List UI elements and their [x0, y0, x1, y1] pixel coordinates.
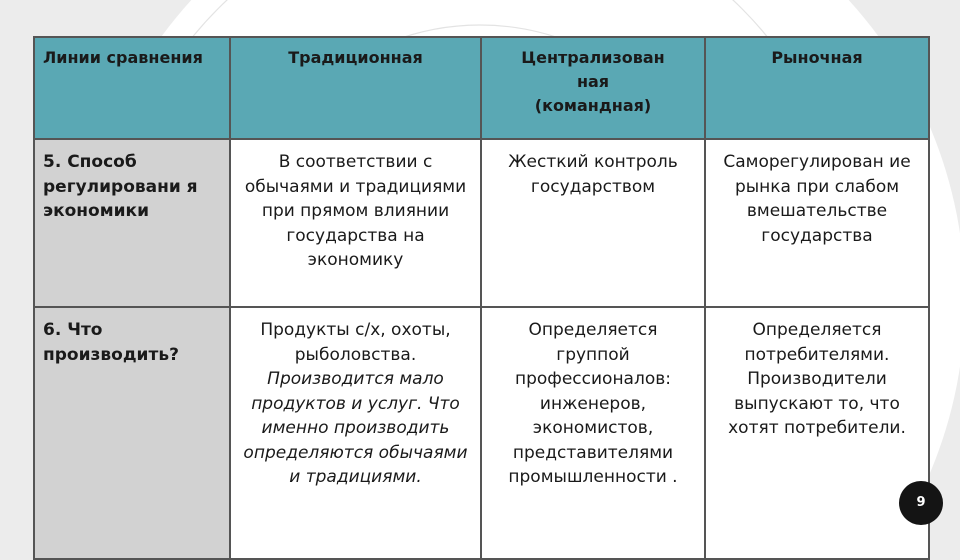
cell-traditional-regulation: В соответствии с обычаями и традициями при прямом влиянии государства на экономику	[230, 139, 481, 307]
cell-market-regulation: Саморегулирован ие рынка при слабом вмешательстве государства	[705, 139, 929, 307]
slide-number-badge: 9	[899, 481, 943, 525]
comparison-table	[33, 36, 930, 560]
table-row	[34, 139, 929, 307]
cell-market-production: Определяется потребителями. Производители выпускают то, что хотят потребители.	[705, 307, 929, 559]
header-centralized: Централизован ная (командная)	[481, 37, 705, 139]
cell-centralized-production: Определяется группой профессионалов: инженеров, экономистов, представителями промышленности .	[481, 307, 705, 559]
table-header-row	[34, 37, 929, 139]
cell-traditional-production: Продукты с/х, охоты, рыболовства. Производится мало продуктов и услуг. Что именно производить определяются обычаями и традициями.	[230, 307, 481, 559]
cell-centralized-regulation: Жесткий контроль государством	[481, 139, 705, 307]
header-market: Рыночная	[705, 37, 929, 139]
table-row	[34, 307, 929, 559]
traditional-production-italic: Производится мало продуктов и услуг. Что именно производить определяются обычаями и традициями.	[243, 369, 468, 487]
header-comparison-lines: Линии сравнения	[34, 37, 230, 139]
header-traditional: Традиционная	[230, 37, 481, 139]
row-label-what-to-produce: 6. Что производить?	[34, 307, 230, 559]
row-label-regulation: 5. Способ регулировани я экономики	[34, 139, 230, 307]
